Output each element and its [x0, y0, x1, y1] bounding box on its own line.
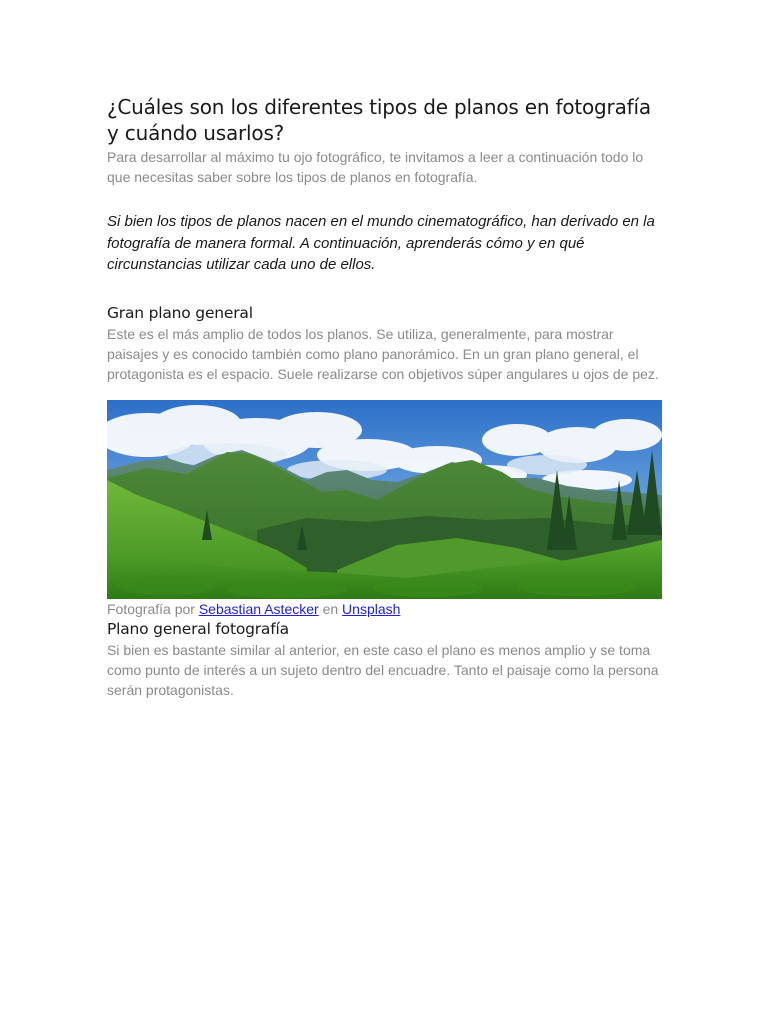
- caption-prefix: Fotografía por: [107, 600, 195, 617]
- article: [107, 94, 663, 700]
- section-body-gran-plano-general: Este es el más amplio de todos los planos. Se utiliza, generalmente, para mostrar paisajes y es conocido también como plano panorámico. En un gran plano general, el protagonista es el espacio. Suele realizarse con objetivos súper angulares u ojos de pez.: [107, 325, 659, 382]
- photo-caption: [107, 599, 663, 619]
- section-body-plano-general-fotografia: Si bien es bastante similar al anterior, en este caso el plano es menos amplio y se toma como punto de interés a un sujeto dentro del encuadre. Tanto el paisaje como la persona serán protagonistas.: [107, 641, 659, 698]
- source-link[interactable]: Unsplash: [342, 600, 401, 617]
- lead-paragraph: Si bien los tipos de planos nacen en el mundo cinematográfico, han derivado en la fotografía de manera formal. A continuación, aprenderás cómo y en qué circunstancias utilizar cada uno de ellos.: [107, 213, 655, 273]
- mountain-landscape-photo: [107, 400, 662, 599]
- page-title: ¿Cuáles son los diferentes tipos de planos en fotografía y cuándo usarlos?: [107, 95, 651, 145]
- section-heading-gran-plano-general: Gran plano general: [107, 303, 253, 322]
- section-heading-plano-general-fotografia: Plano general fotografía: [107, 619, 289, 638]
- caption-middle: en: [322, 600, 339, 617]
- author-link[interactable]: Sebastian Astecker: [198, 600, 319, 617]
- intro-paragraph: Para desarrollar al máximo tu ojo fotográfico, te invitamos a leer a continuación todo lo que necesitas saber sobre los tipos de planos en fotografía.: [107, 149, 644, 185]
